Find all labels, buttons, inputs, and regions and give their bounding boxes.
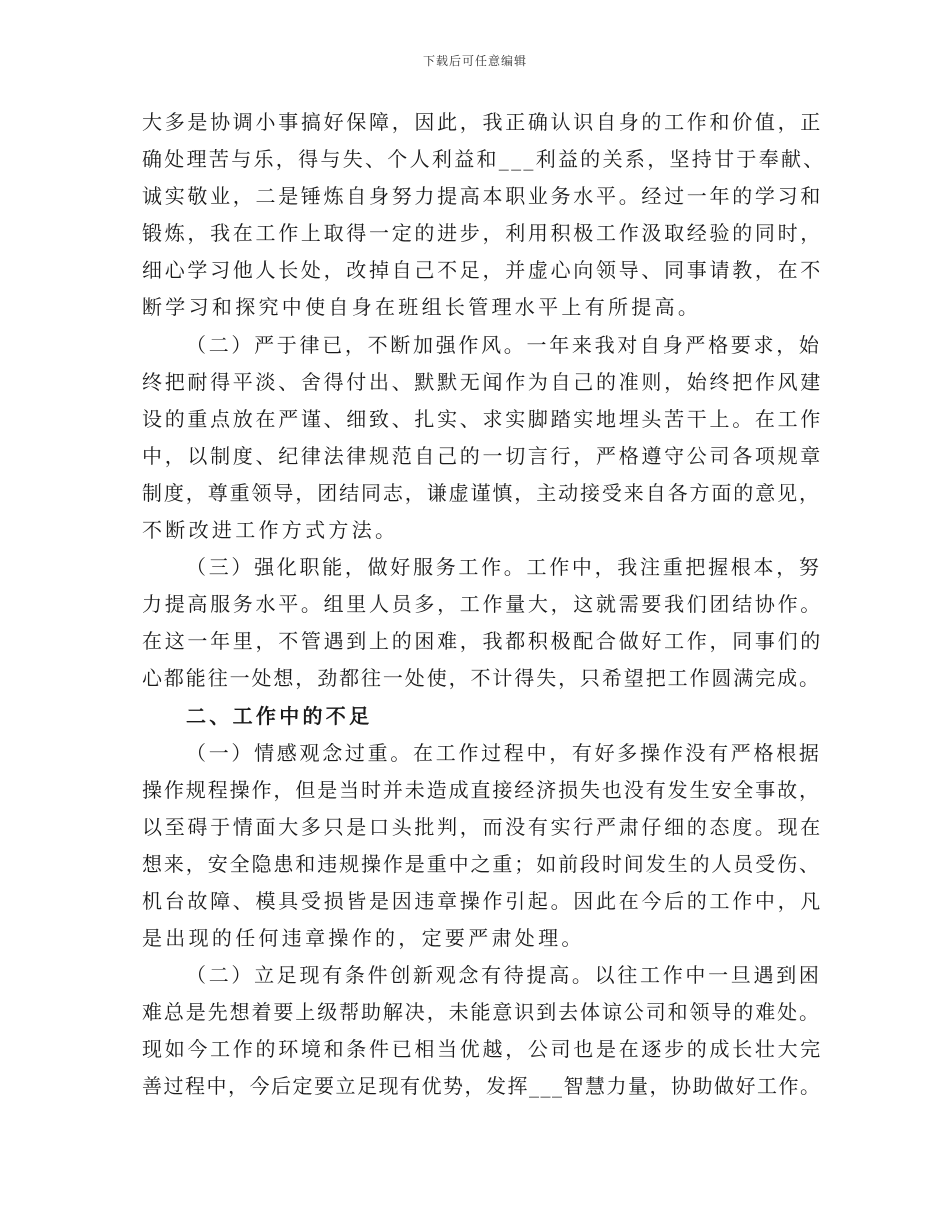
document-body (142, 104, 826, 1106)
text-line: 想来，安全隐患和违规操作是重中之重；如前段时间发生的人员受伤、 (142, 851, 821, 876)
text-line: 难总是先想着要上级帮助解决，未能意识到去体谅公司和领导的难处。 (142, 1000, 821, 1025)
text-line: 机台故障、模具受损皆是因违章操作引起。因此在今后的工作中，凡 (142, 888, 823, 913)
text-line: 确处理苦与乐，得与失、个人利益和___利益的关系，坚持甘于奉献、 (142, 147, 826, 172)
text-line: 设的重点放在严谨、细致、扎实、求实脚踏实地埋头苦干上。在工作 (142, 406, 823, 431)
text-line: （二）严于律已，不断加强作风。一年来我对自身严格要求，始 (186, 332, 822, 357)
text-line: 现如今工作的环境和条件已相当优越，公司也是在逐步的成长壮大完 (142, 1037, 823, 1062)
text-line: 力提高服务水平。组里人员多，工作量大，这就需要我们团结协作。 (142, 592, 823, 617)
text-line: 心都能往一处想，劲都往一处使，不计得失，只希望把工作圆满完成。 (142, 666, 821, 691)
text-line: 不断改进工作方式方法。 (142, 518, 399, 543)
text-line: （二）立足现有条件创新观念有待提高。以往工作中一旦遇到困 (186, 963, 822, 988)
text-line: 终把耐得平淡、舍得付出、默默无闻作为自己的准则，始终把作风建 (142, 369, 823, 394)
text-line: 是出现的任何违章操作的，定要严肃处理。 (142, 926, 585, 951)
text-line: 操作规程操作，但是当时并未造成直接经济损失也没有发生安全事故， (142, 777, 821, 802)
text-line: 制度，尊重领导，团结同志，谦虚谨慎，主动接受来自各方面的意见， (142, 480, 821, 505)
text-line: 断学习和探究中使自身在班组长管理水平上有所提高。 (142, 295, 702, 320)
text-line: 细心学习他人长处，改掉自己不足，并虚心向领导、同事请教，在不 (142, 258, 823, 283)
section-heading: 二、工作中的不足 (186, 703, 373, 728)
text-line: 中，以制度、纪律法律规范自己的一切言行，严格遵守公司各项规章 (142, 443, 823, 468)
page-header: 下载后可任意编辑 (422, 54, 527, 68)
text-line: （一）情感观念过重。在工作过程中，有好多操作没有严格根据 (186, 740, 822, 765)
text-line: 锻炼，我在工作上取得一定的进步，利用积极工作汲取经验的同时， (142, 221, 823, 246)
text-line: 诚实敬业，二是锤炼自身努力提高本职业务水平。经过一年的学习和 (142, 184, 823, 209)
text-line: 以至碍于情面大多只是口头批判，而没有实行严肃仔细的态度。现在 (142, 814, 823, 839)
text-line: （三）强化职能，做好服务工作。工作中，我注重把握根本，努 (186, 555, 822, 580)
text-line: 大多是协调小事搞好保障，因此，我正确认识自身的工作和价值，正 (142, 110, 823, 134)
text-line: 善过程中，今后定要立足现有优势，发挥___智慧力量，协助做好工作。 (142, 1074, 822, 1099)
text-line: 在这一年里，不管遇到上的困难，我都积极配合做好工作，同事们的 (142, 629, 823, 654)
